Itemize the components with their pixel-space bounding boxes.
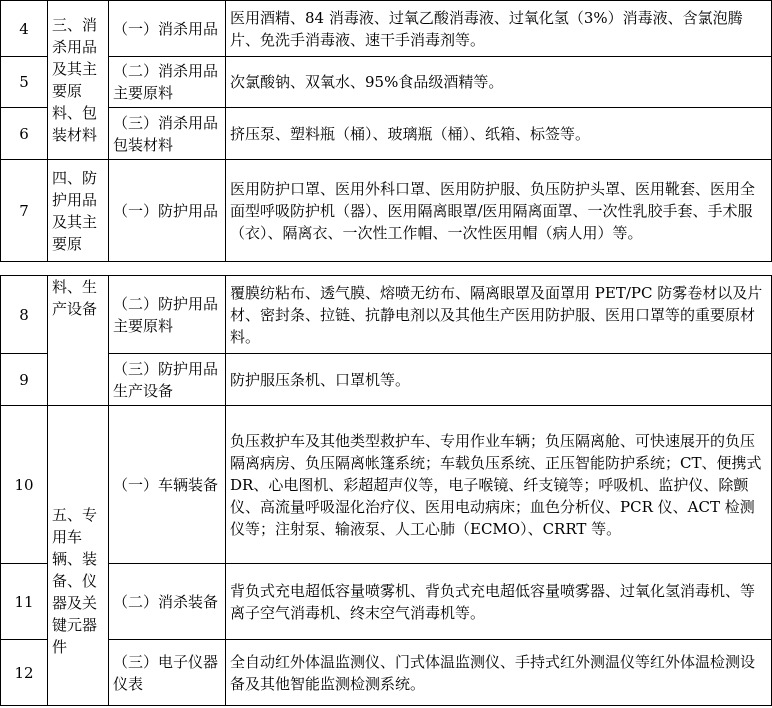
table-row — [1, 406, 772, 564]
row-number: 8 — [1, 276, 48, 354]
subcategory-cell: （二）防护用品主要原料 — [109, 276, 226, 354]
subcategory-cell: （三）消杀用品包装材料 — [109, 108, 226, 160]
table-row — [1, 564, 772, 640]
table-row — [1, 640, 772, 706]
description-cell: 防护服压条机、口罩机等。 — [226, 354, 772, 406]
table-row — [1, 276, 772, 354]
subcategory-cell: （一）消杀用品 — [109, 1, 226, 57]
table-row — [1, 160, 772, 262]
row-number: 5 — [1, 57, 48, 108]
table-part-1 — [0, 0, 772, 262]
row-number: 11 — [1, 564, 48, 640]
table-row — [1, 57, 772, 108]
row-number: 7 — [1, 160, 48, 262]
table-row — [1, 108, 772, 160]
subcategory-cell: （三）电子仪器仪表 — [109, 640, 226, 706]
table-part-2 — [0, 275, 772, 706]
description-cell: 次氯酸钠、双氧水、95%食品级酒精等。 — [226, 57, 772, 108]
description-cell: 挤压泵、塑料瓶（桶）、玻璃瓶（桶）、纸箱、标签等。 — [226, 108, 772, 160]
row-number: 10 — [1, 406, 48, 564]
subcategory-cell: （一）防护用品 — [109, 160, 226, 262]
description-cell: 背负式充电超低容量喷雾机、背负式充电超低容量喷雾器、过氧化氢消毒机、等离子空气消毒机、终末空气消毒机等。 — [226, 564, 772, 640]
table-row — [1, 1, 772, 57]
row-number: 6 — [1, 108, 48, 160]
description-cell: 医用防护口罩、医用外科口罩、医用防护服、负压防护头罩、医用靴套、医用全面型呼吸防护机（器）、医用隔离眼罩/医用隔离面罩、一次性乳胶手套、手术服（衣）、隔离衣、一次性工作帽、一次性医用帽（病人用）等。 — [226, 160, 772, 262]
row-number: 9 — [1, 354, 48, 406]
table-row — [1, 354, 772, 406]
subcategory-cell: （三）防护用品生产设备 — [109, 354, 226, 406]
description-cell: 全自动红外体温监测仪、门式体温监测仪、手持式红外测温仪等红外体温检测设备及其他智能监测检测系统。 — [226, 640, 772, 706]
category-cell: 料、生产设备 — [48, 276, 109, 406]
category-cell: 五、专用车辆、装备、仪器及关键元器件 — [48, 406, 109, 706]
description-cell: 覆膜纺粘布、透气膜、熔喷无纺布、隔离眼罩及面罩用 PET/PC 防雾卷材以及片材、密封条、拉链、抗静电剂以及其他生产医用防护服、医用口罩等的重要原材料。 — [226, 276, 772, 354]
description-cell: 医用酒精、84 消毒液、过氧乙酸消毒液、过氧化氢（3%）消毒液、含氯泡腾片、免洗手消毒液、速干手消毒剂等。 — [226, 1, 772, 57]
page-break — [0, 262, 772, 274]
category-cell: 三、消杀用品及其主要原料、包装材料 — [48, 1, 109, 160]
description-cell: 负压救护车及其他类型救护车、专用作业车辆；负压隔离舱、可快速展开的负压隔离病房、负压隔离帐篷系统；车载负压系统、正压智能防护系统；CT、便携式 DR、心电图机、彩超超声仪等，电子喉镜、纤支镜等；呼吸机、监护仪、除颤仪、高流量呼吸湿化治疗仪、医用电动病床；血色分析仪、PCR 仪、ACT 检测仪等；注射泵、输液泵、人工心肺（ECMO）、CRRT 等。 — [226, 406, 772, 564]
subcategory-cell: （一）车辆装备 — [109, 406, 226, 564]
subcategory-cell: （二）消杀用品主要原料 — [109, 57, 226, 108]
subcategory-cell: （二）消杀装备 — [109, 564, 226, 640]
row-number: 12 — [1, 640, 48, 706]
row-number: 4 — [1, 1, 48, 57]
category-cell: 四、防护用品及其主要原 — [48, 160, 109, 262]
